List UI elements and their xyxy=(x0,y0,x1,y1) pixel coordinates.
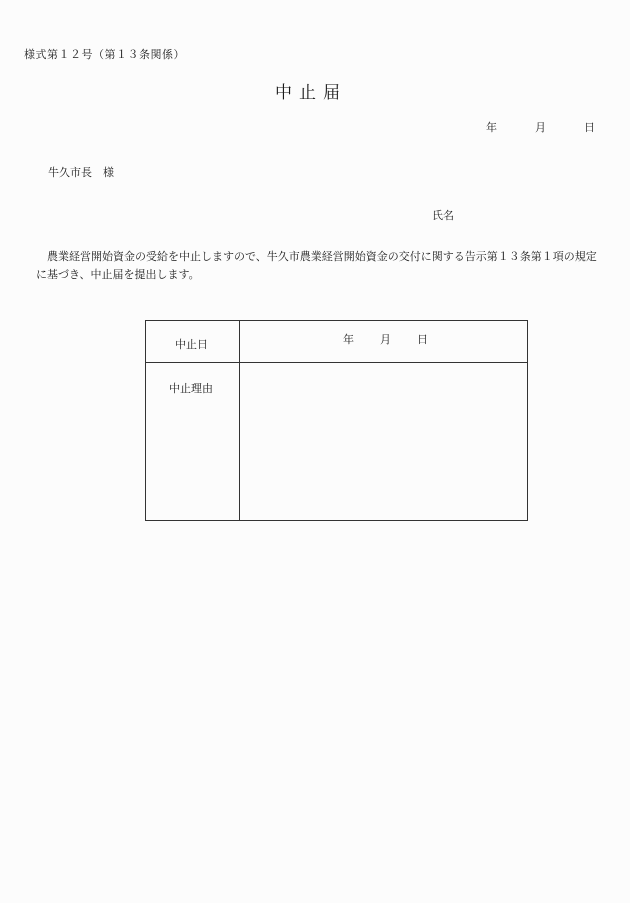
body-text: 農業経営開始資金の受給を中止しますので、牛久市農業経営開始資金の交付に関する告示第１３条第１項の規定に基づき、中止届を提出します。 xyxy=(36,250,597,281)
stop-reason-field xyxy=(241,364,527,520)
stop-date-day-label: 日 xyxy=(417,333,428,346)
submission-date-year-label: 年 xyxy=(486,121,497,134)
table-row-divider xyxy=(146,362,527,363)
stop-notice-table xyxy=(145,320,528,521)
stop-date-month-label: 月 xyxy=(380,333,391,346)
document-title: 中止届 xyxy=(275,83,347,103)
stop-date-label: 中止日 xyxy=(175,338,208,351)
stop-date-year-label: 年 xyxy=(343,333,354,346)
submission-date-month-label: 月 xyxy=(535,121,546,134)
table-column-divider xyxy=(239,321,240,520)
form-number: 様式第１２号（第１３条関係） xyxy=(24,48,185,61)
submission-date-day-label: 日 xyxy=(584,121,595,134)
applicant-name-label: 氏名 xyxy=(432,209,454,222)
stop-reason-label: 中止理由 xyxy=(169,382,213,395)
addressee: 牛久市長 様 xyxy=(48,166,114,179)
